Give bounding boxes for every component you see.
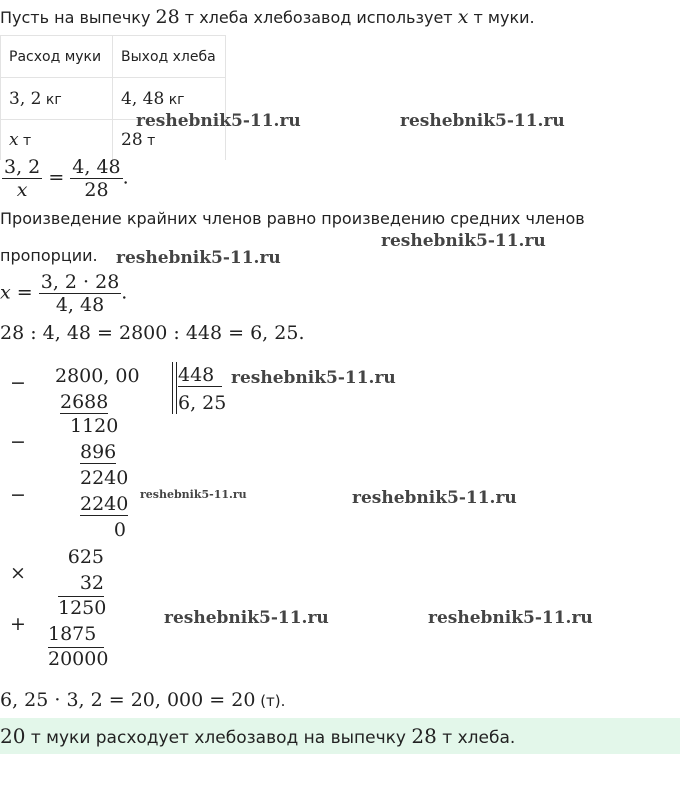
minus-sign: − (10, 431, 26, 453)
table-header-cell: Выход хлеба (113, 36, 226, 78)
subtrahend-2: 896 (80, 441, 117, 463)
dividend: 2800, 00 (55, 365, 140, 387)
subtrahend-1: 2688 (60, 391, 109, 413)
quotient: 6, 25 (178, 392, 227, 414)
subtrahend-wrap (80, 441, 116, 463)
product-result: 20000 (48, 648, 109, 670)
answer-text-2: т хлеба. (436, 728, 516, 748)
answer-math-1: 20 (0, 724, 26, 748)
intro-text-1: Пусть на выпечку (0, 8, 156, 27)
solve-lhs: x = (0, 281, 33, 304)
plus-sign: + (10, 613, 26, 635)
intro-text-2: т хлеба хлебозавод использует (179, 8, 458, 27)
watermark: reshebnik5-11.ru (140, 488, 247, 501)
watermark: reshebnik5-11.ru (231, 368, 396, 388)
solve-equation (0, 271, 127, 316)
numerator: 3, 2 (4, 156, 41, 178)
cell-math: 3, 2 (9, 88, 42, 109)
subtrahend-wrap (80, 493, 129, 515)
final-math: 6, 25 · 3, 2 = 20, 000 = 20 (0, 689, 256, 711)
division-bar (176, 362, 177, 414)
cell-unit: кг (41, 91, 62, 108)
cell-unit: кг (164, 91, 185, 108)
multiplicand: 625 (67, 546, 104, 568)
table-cell (1, 78, 113, 120)
partial-product-2: 1875 (48, 623, 97, 645)
numerator: 3, 2 · 28 (40, 271, 120, 293)
rule-line-2: пропорции. (0, 246, 98, 265)
cell-math: x (9, 130, 19, 150)
table-header-cell: Расход муки (1, 36, 113, 78)
minus-sign: − (10, 372, 26, 394)
final-equation (0, 689, 285, 711)
cell-unit: т (18, 133, 32, 149)
cell-math: 28 (121, 130, 143, 150)
denominator: 28 (84, 179, 109, 201)
division-equation: 28 : 4, 48 = 2800 : 448 = 6, 25. (0, 322, 305, 344)
table-header-row (1, 36, 226, 78)
watermark: reshebnik5-11.ru (400, 111, 565, 131)
equals-sign: = (48, 166, 65, 189)
intro-math-2: x (457, 6, 469, 28)
intro-text-3: т муки. (468, 8, 535, 27)
watermark: reshebnik5-11.ru (164, 608, 329, 628)
answer-math-2: 28 (411, 724, 437, 748)
answer-box (0, 718, 680, 754)
denominator: 4, 48 (55, 294, 105, 316)
table-cell (1, 120, 113, 161)
multiply-sign: × (10, 562, 26, 584)
minus-sign: − (10, 484, 26, 506)
numerator: 4, 48 (72, 156, 121, 178)
divisor: 448 (178, 364, 222, 387)
final-unit: (т). (255, 692, 286, 710)
data-table (0, 35, 226, 160)
partial-product-1: 1250 (58, 597, 107, 619)
fraction-left (2, 156, 42, 201)
partial-wrap (58, 596, 107, 619)
rule-line-1: Произведение крайних членов равно произведению средних членов (0, 209, 585, 228)
remainder-3: 0 (113, 519, 126, 541)
answer-text-1: т муки расходует хлебозавод на выпечку (25, 728, 412, 748)
intro-line (0, 6, 535, 28)
denominator: x (16, 179, 28, 201)
subtrahend-3: 2240 (80, 493, 129, 515)
solve-fraction (39, 271, 122, 316)
intro-math-1: 28 (155, 6, 180, 28)
period: . (122, 166, 129, 189)
remainder-2: 2240 (80, 467, 129, 489)
watermark: reshebnik5-11.ru (428, 608, 593, 628)
watermark: reshebnik5-11.ru (116, 248, 281, 268)
result-wrap (48, 647, 109, 670)
division-bar (172, 362, 173, 414)
subtrahend-wrap (60, 391, 109, 413)
watermark: reshebnik5-11.ru (136, 111, 301, 131)
multiplier: 32 (79, 572, 104, 594)
watermark: reshebnik5-11.ru (352, 488, 517, 508)
cell-math: 4, 48 (121, 88, 165, 109)
cell-unit: т (142, 133, 156, 149)
fraction-right (70, 156, 122, 201)
watermark: reshebnik5-11.ru (381, 231, 546, 251)
proportion-equation (2, 156, 129, 201)
period: . (121, 281, 128, 304)
remainder-1: 1120 (70, 415, 119, 437)
divisor-wrap (178, 364, 222, 387)
